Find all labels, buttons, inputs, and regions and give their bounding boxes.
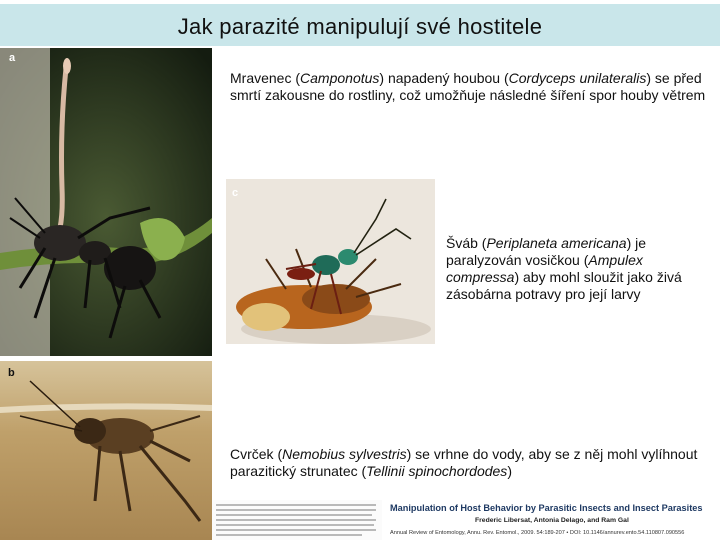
caption-cricket-text-3: ) xyxy=(507,463,512,479)
panel-letter-b: b xyxy=(8,367,15,379)
caption-ant-fungus: Cordyceps unilateralis xyxy=(508,70,647,86)
photo-cockroach-wasp xyxy=(226,179,435,344)
citation-title: Manipulation of Host Behavior by Parasitic Insects and Insect Parasites xyxy=(390,503,703,513)
caption-cricket xyxy=(230,446,710,480)
photo-ant-cordyceps xyxy=(0,48,212,356)
citation-authors: Frederic Libersat, Antonia Delago, and Ram Gal xyxy=(475,517,629,524)
abstract-text-lines xyxy=(212,500,382,540)
caption-cricket-worm: Tellinii spinochordodes xyxy=(366,463,508,479)
citation-journal: Annual Review of Entomology, Annu. Rev. Entomol., 2009. 54:189-207 • DOI: 10.1146/annurev.ento.54.110807.090556 xyxy=(390,530,685,536)
caption-ant xyxy=(230,70,710,104)
cockroach-wasp-image xyxy=(226,179,435,344)
caption-cockroach xyxy=(446,235,714,303)
caption-cricket-text-2: ) se vrhne do vody, aby se z něj mohl vylíhnout parazitický strunatec ( xyxy=(230,446,698,479)
caption-cricket-species: Nemobius sylvestris xyxy=(282,446,407,462)
caption-cockroach-species: Periplaneta americana xyxy=(486,235,627,251)
page-title: Jak parazité manipulují své hostitele xyxy=(177,14,543,39)
photo-cricket-water xyxy=(0,361,212,540)
caption-ant-species: Camponotus xyxy=(300,70,380,86)
citation xyxy=(388,500,718,540)
caption-cockroach-text-2: ) je paralyzován vosičkou ( xyxy=(446,235,647,268)
caption-cockroach-wasp: Ampulex compressa xyxy=(446,252,643,285)
caption-cockroach-text-3: ) aby mohl sloužit jako živá zásobárna potravy pro její larvy xyxy=(446,269,682,302)
panel-letter-c: c xyxy=(232,187,239,199)
caption-ant-text-1: Mravenec ( xyxy=(230,70,301,86)
caption-ant-text-2: ) napadený houbou ( xyxy=(379,70,509,86)
abstract-snippet xyxy=(212,500,382,540)
cricket-water-image xyxy=(0,361,212,540)
caption-ant-text-3: ) se před smrtí zakousne do rostliny, což umožňuje následné šíření spor houby větrem xyxy=(230,70,706,103)
caption-cricket-text-1: Cvrček ( xyxy=(230,446,283,462)
caption-cockroach-text-1: Šváb ( xyxy=(446,235,487,251)
ant-cordyceps-image xyxy=(0,48,212,356)
panel-letter-a: a xyxy=(9,52,16,64)
